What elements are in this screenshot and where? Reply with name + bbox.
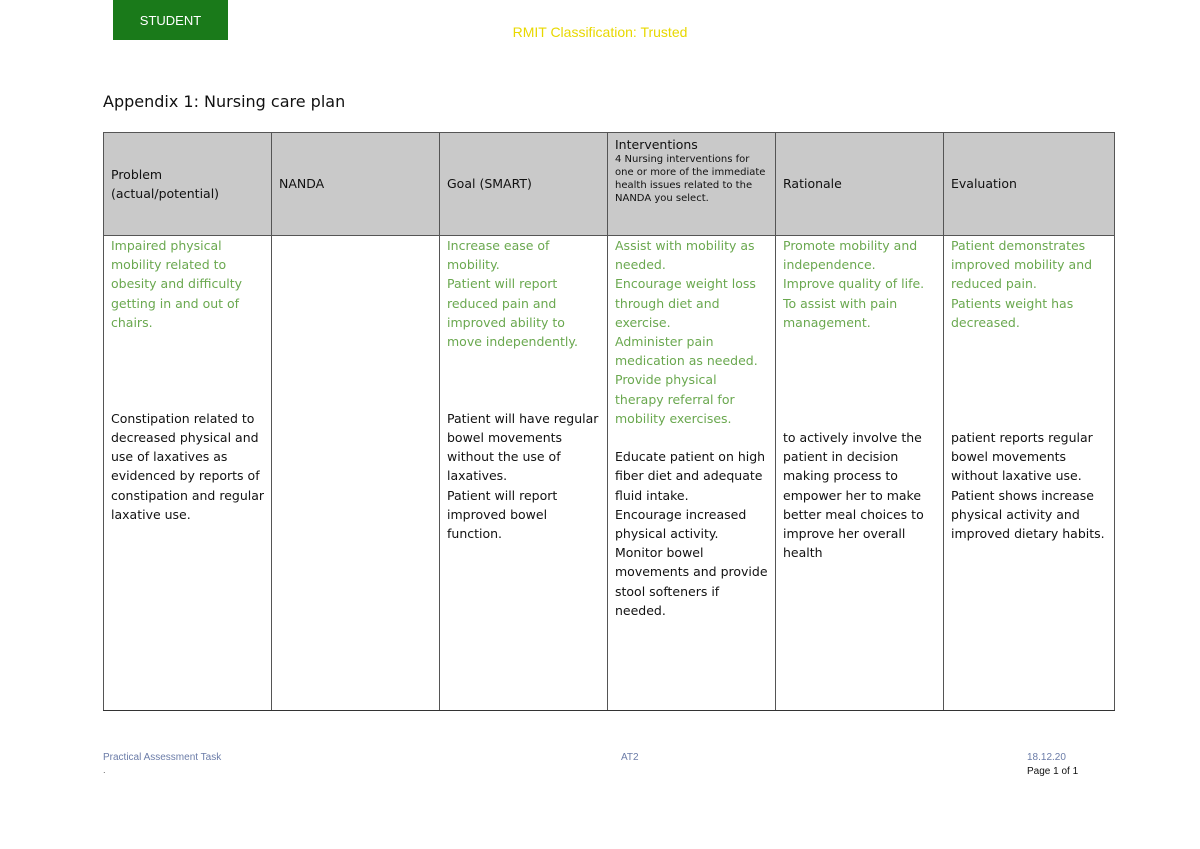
header-problem: Problem (actual/potential) [104, 133, 272, 236]
header-interventions [608, 133, 776, 236]
entry2-evaluation: patient reports regular bowel movements without laxative use. Patient shows increase physical activity and improved dietary habits. [951, 429, 1105, 541]
entry1-evaluation: Patient demonstrates improved mobility and reduced pain. Patients weight has decreased. [951, 238, 1093, 330]
cell-evaluation[interactable] [944, 236, 1115, 711]
cell-interventions[interactable] [608, 236, 776, 711]
interventions-title: Interventions [615, 137, 698, 152]
entry2-interventions: Educate patient on high fiber diet and adequate fluid intake. Encourage increased physical activity. Monitor bowel movements and provide stool softeners if needed. [615, 449, 768, 618]
entry2-rationale: to actively involve the patient in decision making process to empower her to make better meal choices to improve her overall health [783, 429, 924, 561]
entry1-rationale: Promote mobility and independence. Improve quality of life. To assist with pain management. [783, 238, 925, 330]
page-title: Appendix 1: Nursing care plan [103, 92, 346, 111]
entry2-goal: Patient will have regular bowel movements without the use of laxatives. Patient will report improved bowel function. [447, 410, 599, 541]
header-row [104, 133, 1115, 236]
footer-assessment-code: AT2 [621, 752, 639, 763]
table-row [104, 236, 1115, 711]
header-nanda: NANDA [272, 133, 440, 236]
entry1-problem: Impaired physical mobility related to obesity and difficulty getting in and out of chairs. [111, 238, 243, 330]
entry2-problem: Constipation related to decreased physical and use of laxatives as evidenced by reports of constipation and regular laxative use. [111, 410, 265, 522]
interventions-instructions: 4 Nursing interventions for one or more of the immediate health issues related to the NANDA you select. [615, 154, 766, 204]
footer-dot: . [103, 766, 106, 775]
header-goal: Goal (SMART) [440, 133, 608, 236]
cell-rationale[interactable] [776, 236, 944, 711]
footer-date: 18.12.20 [1027, 752, 1066, 763]
entry1-goal: Increase ease of mobility. Patient will report reduced pain and improved ability to move independently. [447, 238, 578, 350]
cell-problem[interactable] [104, 236, 272, 711]
footer-task-label: Practical Assessment Task [103, 752, 222, 763]
header-rationale: Rationale [776, 133, 944, 236]
footer-page-number: Page 1 of 1 [1027, 766, 1079, 777]
cell-nanda[interactable] [272, 236, 440, 711]
student-badge: STUDENT [113, 0, 228, 40]
classification-label: RMIT Classification: Trusted [512, 24, 688, 40]
entry1-interventions: Assist with mobility as needed. Encourage weight loss through diet and exercise. Administer pain medication as needed. Provide physical therapy referral for mobility exercises. [615, 238, 758, 426]
nursing-care-plan-table [103, 132, 1115, 711]
header-evaluation: Evaluation [944, 133, 1115, 236]
cell-goal[interactable] [440, 236, 608, 711]
